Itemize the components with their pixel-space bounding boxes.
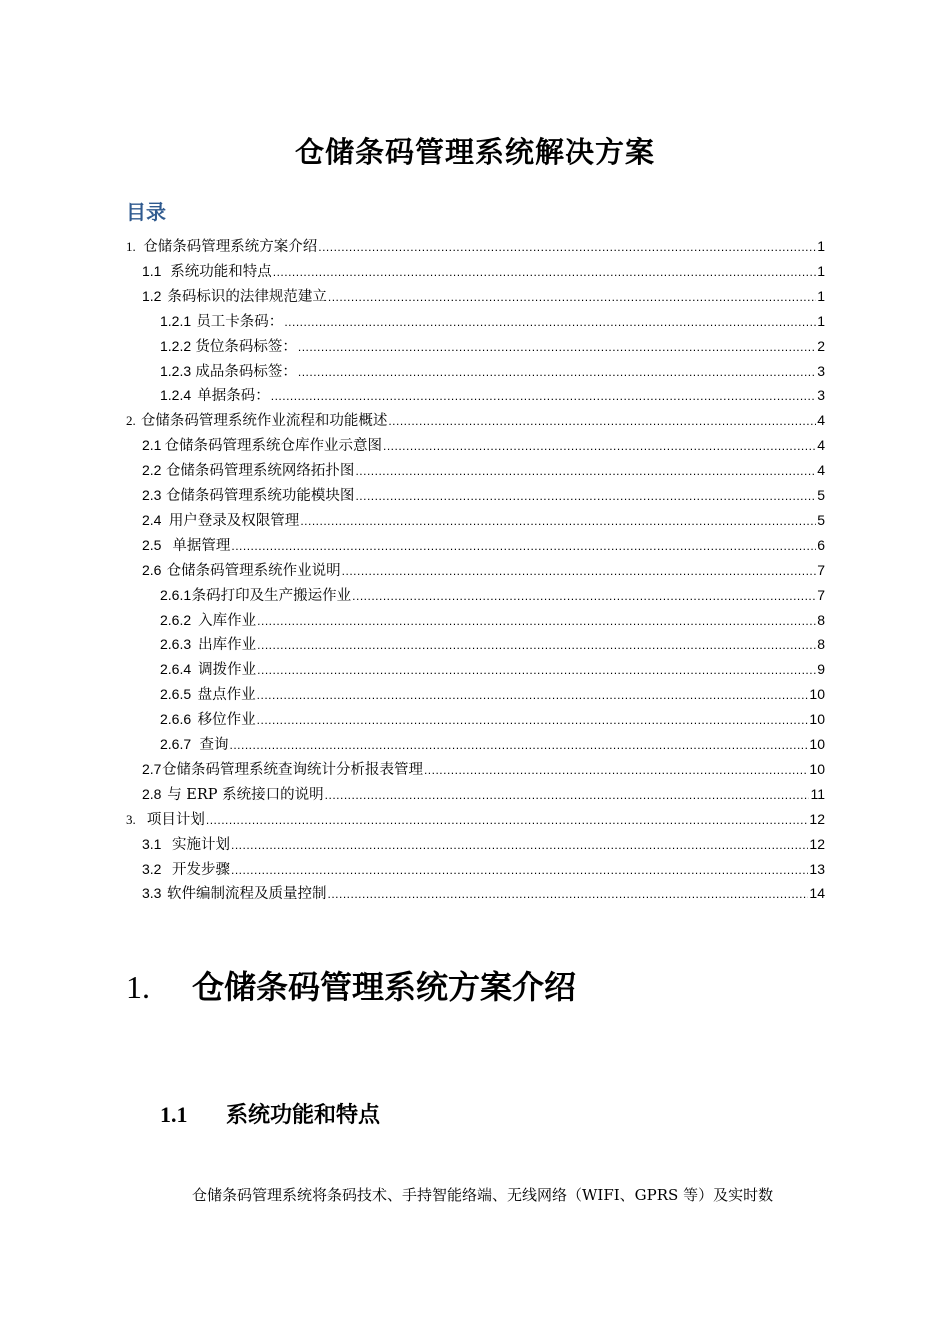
toc-entry-title: 入库作业 <box>198 612 257 629</box>
toc-dot-leader <box>206 808 809 833</box>
toc-dot-leader <box>424 758 808 783</box>
toc-entry-page: 5 <box>817 511 825 528</box>
toc-entry[interactable] <box>142 533 825 558</box>
document-title: 仓储条码管理系统解决方案 <box>294 135 655 169</box>
toc-entry-number: 2.6.1 <box>160 586 192 603</box>
toc-entry-title: 查询 <box>199 737 229 753</box>
toc-entry-number: 3.2 <box>142 860 162 877</box>
toc-entry[interactable] <box>126 234 825 259</box>
toc-entry-title: 成品条码标签： <box>195 363 297 380</box>
toc-dot-leader <box>257 658 816 683</box>
toc-entry-page: 2 <box>817 337 825 354</box>
toc-entry-number: 1.2.2 <box>160 337 192 354</box>
toc-entry-number: 2.1 <box>142 437 162 454</box>
toc-entry[interactable] <box>142 782 825 807</box>
section-heading-1 <box>126 962 576 1008</box>
toc-entry[interactable] <box>160 359 825 384</box>
toc-entry-title: 用户登录及权限管理 <box>168 512 300 529</box>
toc-dot-leader <box>327 882 808 907</box>
toc-dot-leader <box>328 285 816 310</box>
toc-entry-number: 1. <box>126 239 136 254</box>
toc-entry-page: 3 <box>817 387 825 404</box>
toc-entry-number: 2.6 <box>142 561 162 578</box>
toc-entry-page: 5 <box>817 487 825 503</box>
toc-entry-page: 1 <box>817 238 825 254</box>
toc-entry-title: 仓储条码管理系统网络拓扑图 <box>165 463 355 480</box>
toc-entry-title: 货位条码标签： <box>195 338 297 355</box>
toc-entry-number: 2.6.7 <box>160 736 192 752</box>
toc-dot-leader <box>257 609 816 634</box>
toc-entry[interactable] <box>160 383 825 408</box>
toc-entry[interactable] <box>126 408 825 433</box>
toc-entry-title: 条码打印及生产搬运作业 <box>191 587 352 604</box>
section-title: 仓储条码管理系统方案介绍 <box>192 968 577 1006</box>
toc-entry-page: 7 <box>817 561 825 578</box>
toc-dot-leader <box>388 409 816 434</box>
toc-entry[interactable] <box>142 259 825 284</box>
toc-entry-title: 仓储条码管理系统查询统计分析报表管理 <box>161 761 423 778</box>
toc-entry-page: 8 <box>817 636 825 653</box>
toc-entry-number: 2.8 <box>142 785 162 802</box>
toc-entry-page: 12 <box>809 835 825 852</box>
toc-entry-page: 10 <box>809 760 825 777</box>
toc-heading: 目录 <box>126 200 166 224</box>
toc-entry-title: 系统功能和特点 <box>170 263 272 280</box>
toc-entry-page: 6 <box>817 536 825 553</box>
toc-entry-number: 2.6.3 <box>160 636 192 653</box>
toc-entry[interactable] <box>160 707 825 732</box>
toc-entry-number: 1.1 <box>142 262 162 279</box>
toc-entry[interactable] <box>126 807 825 832</box>
toc-dot-leader <box>352 584 816 609</box>
toc-dot-leader <box>257 633 816 658</box>
toc-entry[interactable] <box>142 857 825 882</box>
toc-entry[interactable] <box>142 458 825 483</box>
toc-dot-leader <box>271 384 816 409</box>
toc-entry[interactable] <box>142 433 825 458</box>
toc-entry[interactable] <box>142 284 825 309</box>
toc-dot-leader <box>257 708 809 733</box>
toc-entry[interactable] <box>160 657 825 682</box>
toc-entry-page: 4 <box>817 437 825 454</box>
toc-entry-number: 3. <box>126 811 136 827</box>
toc-dot-leader <box>355 484 816 509</box>
section-heading-1-1 <box>160 1098 380 1129</box>
toc-entry-title: 实施计划 <box>172 836 230 853</box>
toc-entry-title: 仓储条码管理系统作业说明 <box>166 562 341 579</box>
toc-dot-leader <box>257 683 809 708</box>
toc-entry[interactable] <box>142 508 825 533</box>
toc-dot-leader <box>300 509 816 534</box>
toc-entry-title: 单据条码： <box>197 388 270 405</box>
toc-dot-leader <box>325 783 810 808</box>
toc-entry-title: 项目计划 <box>146 811 205 828</box>
toc-entry-title: 仓储条码管理系统作业流程和功能概述 <box>140 413 388 430</box>
toc-entry[interactable] <box>142 881 825 906</box>
toc-entry-number: 2.2 <box>142 462 162 479</box>
section-number: 1. <box>126 969 150 1005</box>
toc-dot-leader <box>231 833 808 858</box>
toc-entry-title: 单据管理 <box>172 537 231 554</box>
toc-entry-title: 开发步骤 <box>172 861 230 878</box>
toc-entry-title: 移位作业 <box>197 712 256 729</box>
toc-entry-number: 3.3 <box>142 885 162 902</box>
toc-entry-number: 2.6.6 <box>160 711 192 728</box>
toc-entry-page: 9 <box>817 661 825 678</box>
toc-entry-page: 11 <box>810 785 825 802</box>
toc-entry-title: 仓储条码管理系统功能模块图 <box>165 488 355 504</box>
toc-entry[interactable] <box>160 334 825 359</box>
toc-entry-number: 1.2.1 <box>160 312 192 329</box>
toc-dot-leader <box>298 335 816 360</box>
toc-entry-number: 3.1 <box>142 835 162 852</box>
toc-entry-number: 2.6.2 <box>160 611 192 628</box>
toc-entry-number: 2.7 <box>142 760 162 777</box>
toc-entry-page: 10 <box>809 736 825 752</box>
toc-entry-page: 4 <box>817 412 825 429</box>
toc-entry-title: 仓储条码管理系统仓库作业示意图 <box>164 438 383 455</box>
toc-entry[interactable] <box>142 483 825 508</box>
toc-dot-leader <box>383 434 816 459</box>
body-paragraph: 仓储条码管理系统将条码技术、手持智能络端、无线网络（WIFI、GPRS 等）及实时数 <box>192 1186 774 1204</box>
toc-entry[interactable] <box>142 558 825 583</box>
toc-entry[interactable] <box>160 682 825 707</box>
toc-entry-number: 1.2 <box>142 287 162 304</box>
toc-entry-page: 4 <box>817 462 825 479</box>
toc-entry-title: 与 ERP 系统接口的说明 <box>167 786 324 803</box>
toc-entry-title: 仓储条码管理系统方案介绍 <box>143 239 318 255</box>
toc-entry-number: 2.4 <box>142 511 162 528</box>
toc-entry-title: 调拨作业 <box>198 662 257 679</box>
toc-entry-number: 1.2.4 <box>160 387 192 404</box>
toc-entry-page: 1 <box>817 287 825 304</box>
toc-entry-title: 软件编制流程及质量控制 <box>166 886 327 903</box>
toc-entry-page: 12 <box>809 810 825 827</box>
toc-entry-title: 员工卡条码： <box>196 313 284 330</box>
toc-entry-page: 10 <box>809 686 825 703</box>
toc-entry[interactable] <box>160 632 825 657</box>
toc-entry-page: 8 <box>817 611 825 628</box>
toc-entry-number: 2.5 <box>142 536 162 553</box>
toc-entry-page: 14 <box>809 885 825 902</box>
toc-entry-page: 1 <box>817 312 825 329</box>
toc-entry[interactable] <box>160 583 825 608</box>
toc-entry-page: 13 <box>809 860 825 877</box>
toc-dot-leader <box>298 360 816 385</box>
toc-entry-number: 2. <box>126 413 136 429</box>
toc-entry[interactable] <box>160 732 825 757</box>
toc-dot-leader <box>342 559 817 584</box>
toc-entry[interactable] <box>160 309 825 334</box>
toc-entry-title: 条码标识的法律规范建立 <box>167 288 327 305</box>
toc-dot-leader <box>230 733 809 758</box>
toc-entry[interactable] <box>160 608 825 633</box>
toc-entry-number: 2.3 <box>142 487 162 503</box>
toc-dot-leader <box>231 858 808 883</box>
toc-dot-leader <box>355 459 816 484</box>
subsection-number: 1.1 <box>160 1102 188 1127</box>
subsection-title: 系统功能和特点 <box>226 1102 381 1128</box>
toc-dot-leader <box>318 235 816 260</box>
toc-entry[interactable] <box>142 832 825 857</box>
toc-entry-title: 出库作业 <box>198 637 257 654</box>
toc-entry-page: 7 <box>817 586 825 603</box>
toc-dot-leader <box>284 310 816 335</box>
toc-entry-page: 1 <box>817 262 825 279</box>
toc-entry[interactable] <box>142 757 825 782</box>
toc-dot-leader <box>231 534 816 559</box>
toc-entry-number: 2.6.5 <box>160 686 192 703</box>
toc-entry-page: 3 <box>817 362 825 379</box>
toc-dot-leader <box>273 260 816 285</box>
toc-entry-title: 盘点作业 <box>197 687 256 704</box>
toc-entry-number: 2.6.4 <box>160 661 192 678</box>
toc-entry-page: 10 <box>809 711 825 728</box>
toc-entry-number: 1.2.3 <box>160 362 192 379</box>
